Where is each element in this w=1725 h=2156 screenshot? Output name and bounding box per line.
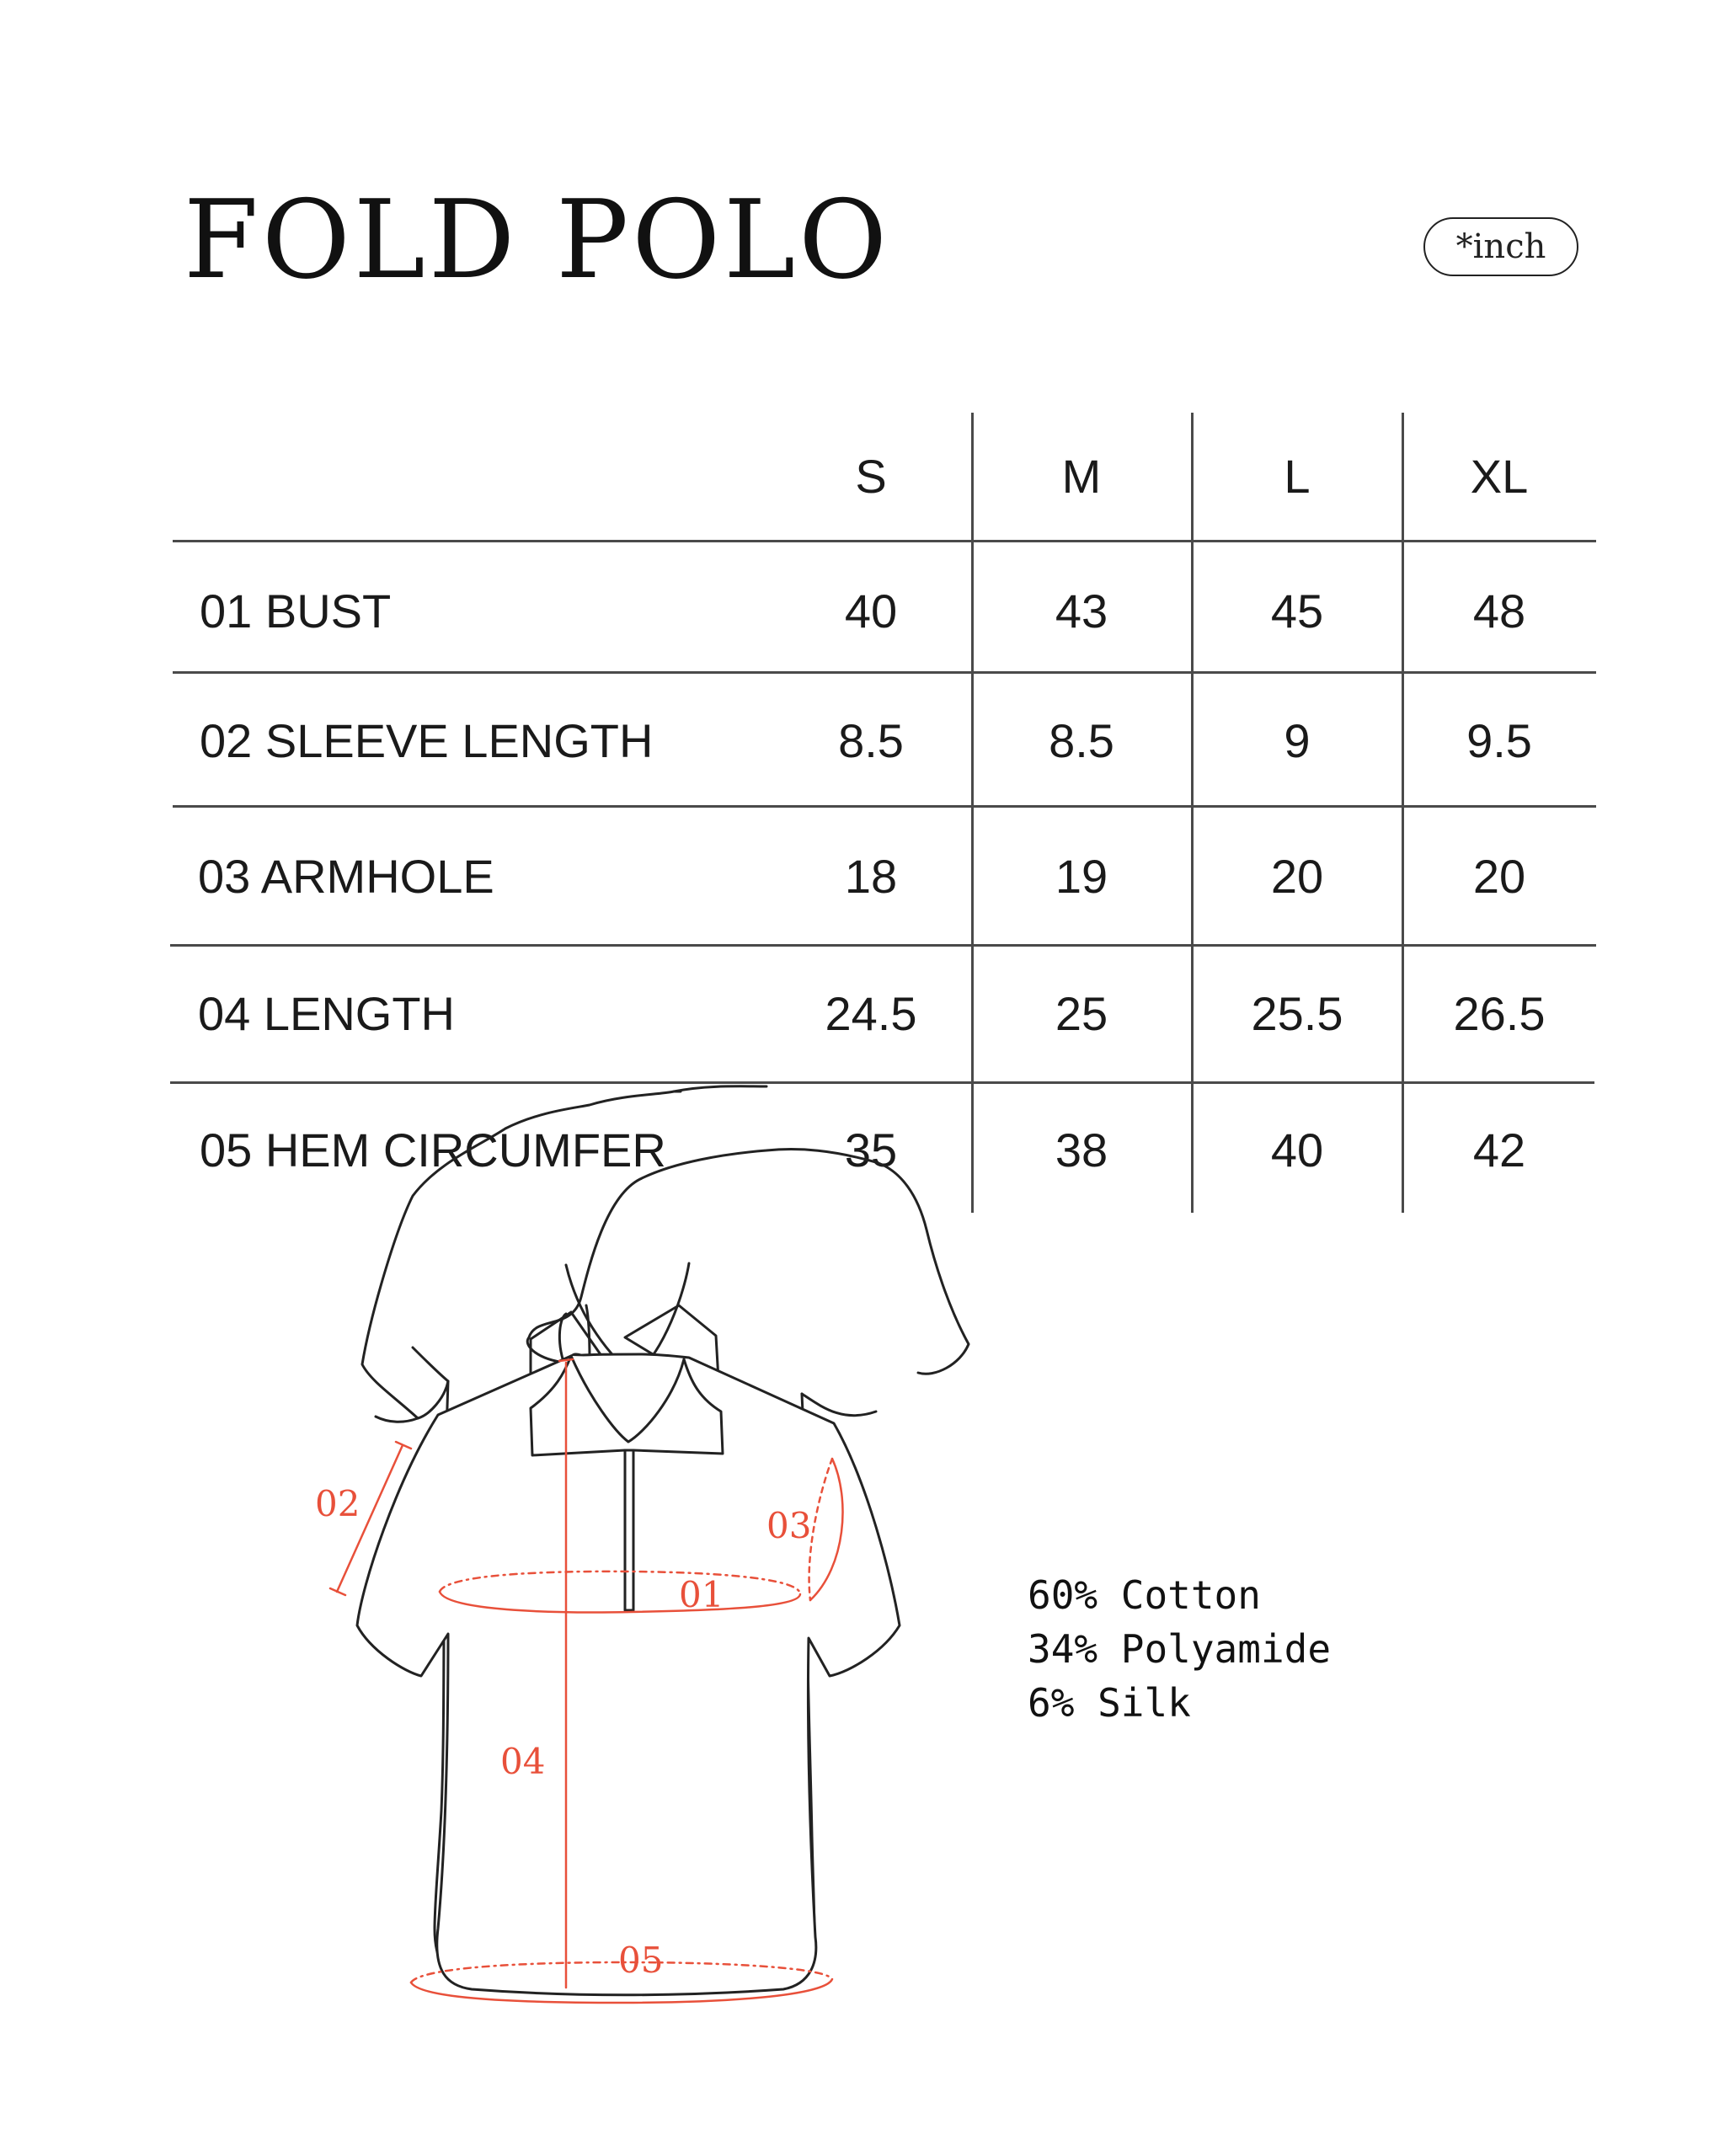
material-silk: 6% Silk — [1028, 1680, 1191, 1726]
table-cell: 48 — [1472, 584, 1526, 638]
table-cell: 18 — [844, 850, 898, 903]
table-cell: 25.5 — [1251, 987, 1343, 1040]
header-size-s: S — [855, 450, 887, 503]
table-cell: 9.5 — [1466, 714, 1532, 767]
table-cell: 20 — [1472, 850, 1526, 903]
table-cell: 19 — [1055, 850, 1108, 903]
table-cell: 45 — [1270, 584, 1324, 638]
table-cell: 25 — [1055, 987, 1108, 1040]
row-label-hem-circumfer: 05 HEM CIRCUMFER — [200, 1123, 666, 1177]
measure-label-01: 01 — [679, 1574, 724, 1615]
table-cell: 38 — [1055, 1123, 1108, 1177]
measure-label-02: 02 — [315, 1483, 360, 1524]
measure-label-03: 03 — [766, 1505, 812, 1546]
material-cotton: 60% Cotton — [1028, 1572, 1261, 1618]
row-label-bust: 01 BUST — [200, 584, 392, 638]
table-cell: 20 — [1270, 850, 1324, 903]
header-size-l: L — [1284, 450, 1311, 503]
unit-badge: *inch — [1423, 217, 1578, 276]
table-cell: 40 — [844, 584, 898, 638]
measure-label-04: 04 — [500, 1741, 546, 1782]
table-cell: 40 — [1270, 1123, 1324, 1177]
header-size-m: M — [1061, 450, 1102, 503]
row-label-length: 04 LENGTH — [198, 987, 455, 1040]
header-size-xl: XL — [1470, 450, 1529, 503]
table-cell: 35 — [844, 1123, 898, 1177]
table-cell: 9 — [1284, 714, 1311, 767]
materials-list — [1028, 1568, 1331, 1730]
table-cell: 24.5 — [825, 987, 917, 1040]
table-cell: 8.5 — [1049, 714, 1114, 767]
table-cell: 26.5 — [1453, 987, 1546, 1040]
row-label-sleeve-length: 02 SLEEVE LENGTH — [200, 714, 654, 767]
material-polyamide: 34% Polyamide — [1028, 1626, 1332, 1672]
table-cell: 42 — [1472, 1123, 1526, 1177]
table-cell: 43 — [1055, 584, 1108, 638]
polo-shape — [357, 1354, 900, 1995]
measure-label-05: 05 — [618, 1940, 664, 1981]
page-title: FOLD POLO — [184, 178, 891, 303]
row-label-armhole: 03 ARMHOLE — [198, 850, 494, 903]
table-cell: 8.5 — [838, 714, 904, 767]
